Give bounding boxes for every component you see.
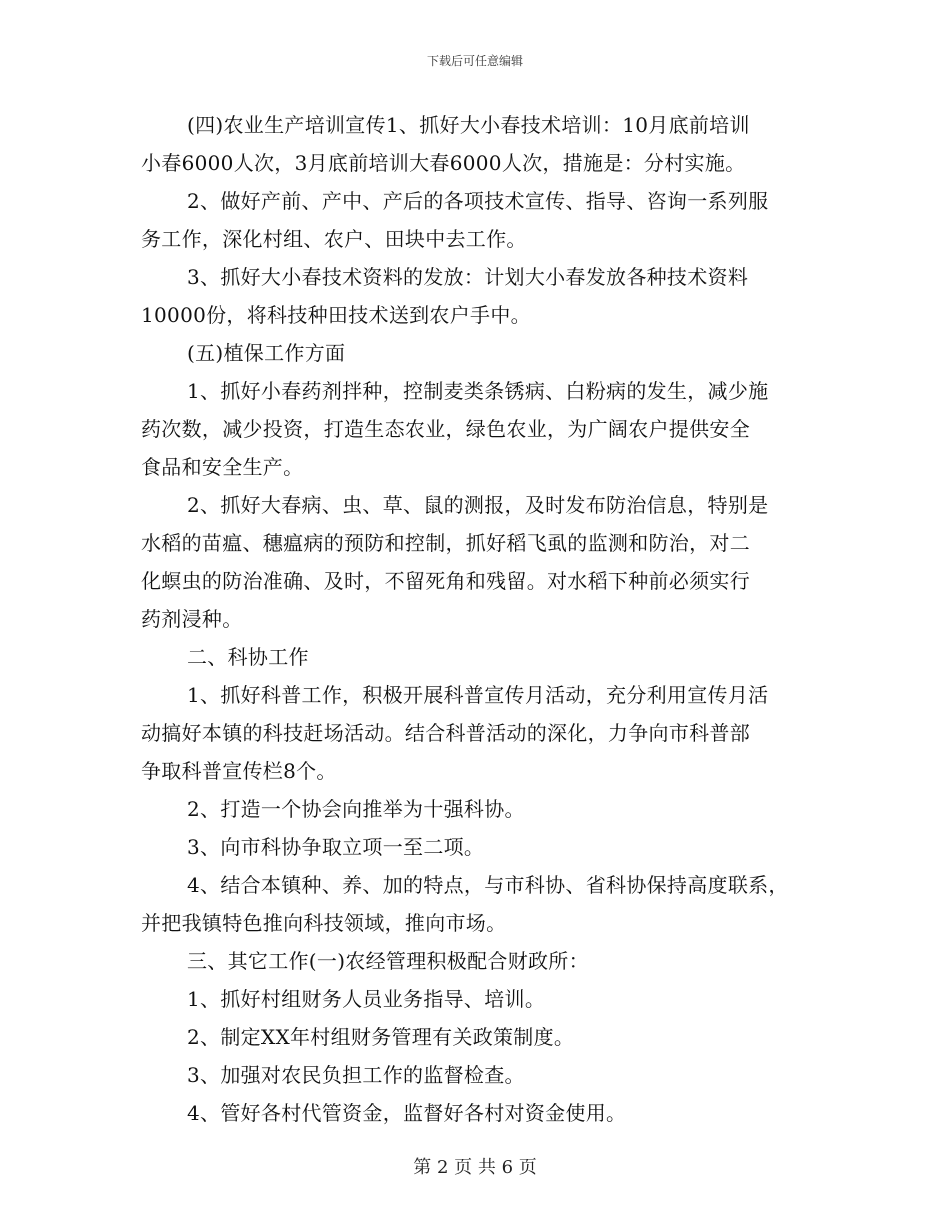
text-line: 2、制定XX年村组财务管理有关政策制度。 (187, 1025, 575, 1049)
text-line: 2、抓好大春病、虫、草、鼠的测报，及时发布防治信息，特别是 (187, 493, 769, 517)
text-line: 食品和安全生产。 (141, 455, 304, 479)
text-line: 小春6000人次，3月底前培训大春6000人次，措施是：分村实施。 (141, 151, 746, 175)
paragraph (141, 980, 825, 1018)
text-line: 1、抓好村组财务人员业务指导、培训。 (187, 987, 546, 1011)
text-line: 3、抓好大小春技术资料的发放：计划大小春发放各种技术资料 (187, 265, 749, 289)
text-line: 3、加强对农民负担工作的监督检查。 (187, 1063, 525, 1087)
text-line: 务工作，深化村组、农户、田块中去工作。 (141, 227, 527, 251)
text-line: (五)植保工作方面 (187, 341, 346, 365)
paragraph (141, 1056, 825, 1094)
paragraph (141, 790, 825, 828)
text-line: 化螟虫的防治准确、及时，不留死角和残留。对水稻下种前必须实行 (141, 569, 750, 593)
paragraph (141, 866, 825, 942)
text-line: 4、结合本镇种、养、加的特点，与市科协、省科协保持高度联系， (187, 873, 789, 897)
page-number: 第 2 页 共 6 页 (413, 1157, 537, 1178)
paragraph (141, 1018, 825, 1056)
text-line: 2、打造一个协会向推举为十强科协。 (187, 797, 525, 821)
text-line: 1、抓好小春药剂拌种，控制麦类条锈病、白粉病的发生，减少施 (187, 379, 769, 403)
text-line: 药次数，减少投资，打造生态农业，绿色农业，为广阔农户提供安全 (141, 417, 750, 441)
text-line: 4、管好各村代管资金，监督好各村对资金使用。 (187, 1101, 627, 1125)
text-line: 10000份，将科技种田技术送到农户手中。 (141, 303, 531, 327)
text-line: (四)农业生产培训宣传1、抓好大小春技术培训：10月底前培训 (187, 113, 750, 137)
section-heading (141, 942, 825, 980)
section-heading (141, 334, 825, 372)
paragraph (141, 258, 825, 334)
paragraph (141, 828, 825, 866)
page-header: 下载后可任意编辑 (426, 54, 523, 68)
paragraph (141, 106, 825, 182)
text-line: 动搞好本镇的科技赶场活动。结合科普活动的深化，力争向市科普部 (141, 721, 750, 745)
paragraph (141, 372, 825, 486)
paragraph (141, 676, 825, 790)
section-heading (141, 638, 825, 676)
text-line: 2、做好产前、产中、产后的各项技术宣传、指导、咨询一系列服 (187, 189, 769, 213)
text-line: 三、其它工作(一)农经管理积极配合财政所： (187, 949, 589, 973)
document-body (141, 106, 825, 1132)
text-line: 1、抓好科普工作，积极开展科普宣传月活动，充分利用宣传月活 (187, 683, 769, 707)
text-line: 二、科协工作 (187, 645, 309, 669)
paragraph (141, 182, 825, 258)
paragraph (141, 486, 825, 638)
paragraph (141, 1094, 825, 1132)
text-line: 药剂浸种。 (141, 607, 243, 631)
text-line: 水稻的苗瘟、穗瘟病的预防和控制，抓好稻飞虱的监测和防治，对二 (141, 531, 750, 555)
text-line: 并把我镇特色推向科技领域，推向市场。 (141, 911, 507, 935)
text-line: 3、向市科协争取立项一至二项。 (187, 835, 485, 859)
text-line: 争取科普宣传栏8个。 (141, 759, 337, 783)
